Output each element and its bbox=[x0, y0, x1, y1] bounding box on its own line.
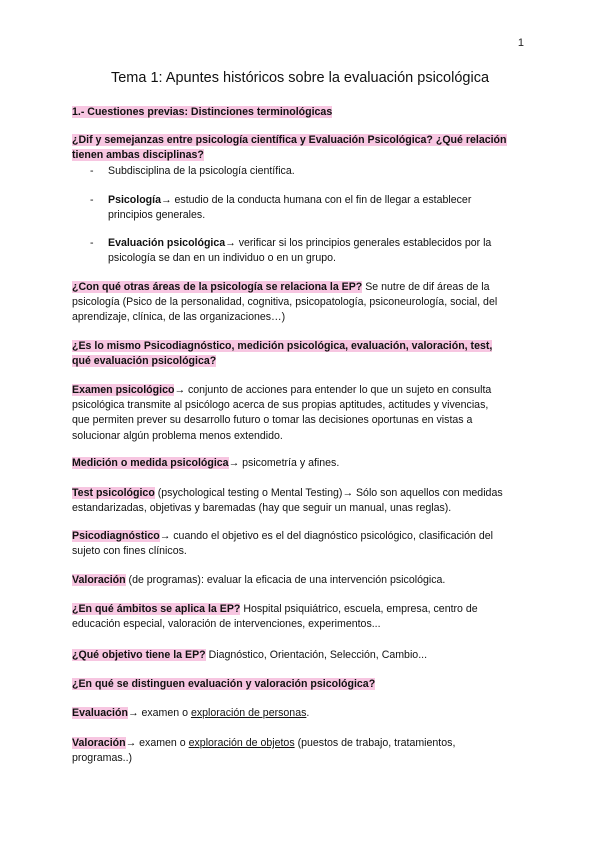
definition-medicion bbox=[72, 456, 532, 471]
def-test-l2: estandarizadas, objetivas y baremadas (hay que seguir un manual, unas reglas). bbox=[72, 502, 452, 515]
bullet-dash: - bbox=[90, 165, 94, 177]
section-heading-text: 1.- Cuestiones previas: Distinciones terminológicas bbox=[72, 106, 333, 118]
question-1 bbox=[72, 133, 532, 163]
question-3-line2: qué evaluación psicológica? bbox=[72, 355, 217, 368]
definition-evaluacion bbox=[72, 706, 532, 721]
def-examen-l3: que permiten prever su desarrollo futuro o tomar las decisiones oportunas en vistas a bbox=[72, 414, 473, 427]
bullet-def: → verificar si los principios generales establecidos por la bbox=[225, 237, 492, 249]
question-5 bbox=[72, 648, 532, 663]
answer-2-l3: aprendizaje, clínica, de las organizaciones…) bbox=[72, 311, 286, 324]
answer-2-l2: psicología (Psico de la personalidad, cognitiva, psicopatología, psiconeurología, social, del bbox=[72, 296, 498, 309]
bullet-def-cont: psicología se dan en un individuo o en un grupo. bbox=[108, 252, 336, 265]
question-6 bbox=[72, 677, 532, 692]
term-psicodiagnostico: Psicodiagnóstico bbox=[72, 530, 160, 542]
def-evaluacion-pre: → examen o bbox=[127, 707, 191, 719]
evaluacion-underlined: exploración de personas bbox=[190, 707, 307, 719]
def-examen-l1: → conjunto de acciones para entender lo que un sujeto en consulta bbox=[174, 384, 492, 396]
definition-examen bbox=[72, 383, 532, 444]
def-evaluacion-post: . bbox=[306, 707, 310, 719]
def-valoracion2-l2: programas..) bbox=[72, 752, 133, 765]
section-heading bbox=[72, 105, 532, 120]
question-4 bbox=[72, 602, 532, 632]
term-evaluacion: Evaluación bbox=[72, 707, 128, 719]
definition-valoracion-2 bbox=[72, 736, 532, 766]
def-psicodiag-l2: sujeto con fines clínicos. bbox=[72, 545, 187, 558]
question-3 bbox=[72, 339, 532, 369]
question-6-text: ¿En qué se distinguen evaluación y valoración psicológica? bbox=[72, 678, 376, 690]
def-examen-l4: solucionar algún problema menos extendido. bbox=[72, 429, 283, 442]
question-3-line1: ¿Es lo mismo Psicodiagnóstico, medición psicológica, evaluación, valoración, test, bbox=[72, 340, 493, 352]
question-2-text: ¿Con qué otras áreas de la psicología se relaciona la EP? bbox=[72, 281, 363, 293]
def-valoracion2-post: (puestos de trabajo, tratamientos, bbox=[294, 737, 456, 749]
page-number: 1 bbox=[517, 37, 524, 49]
def-valoracion2-pre: → examen o bbox=[125, 737, 189, 749]
question-5-text: ¿Qué objetivo tiene la EP? bbox=[72, 649, 206, 661]
bullet-dash: - bbox=[90, 194, 94, 206]
document-title: Tema 1: Apuntes históricos sobre la evaluación psicológica bbox=[110, 70, 490, 86]
bullet-term: Evaluación psicológica bbox=[108, 237, 226, 249]
definition-test bbox=[72, 486, 532, 516]
def-valoracion: (de programas): evaluar la eficacia de una intervención psicológica. bbox=[125, 574, 446, 586]
answer-4-l2: educación especial, valoración de intervenciones, experimentos... bbox=[72, 618, 381, 631]
term-examen: Examen psicológico bbox=[72, 384, 175, 396]
def-medicion: → psicometría y afines. bbox=[228, 457, 340, 469]
term-valoracion: Valoración bbox=[72, 574, 126, 586]
bullet-term: Psicología bbox=[108, 194, 161, 206]
definition-psicodiagnostico bbox=[72, 529, 532, 559]
question-2 bbox=[72, 280, 532, 326]
valoracion-underlined: exploración de objetos bbox=[188, 737, 295, 749]
definition-valoracion bbox=[72, 573, 532, 588]
question-1-line1: ¿Dif y semejanzas entre psicología científica y Evaluación Psicológica? ¿Qué relación bbox=[72, 134, 507, 146]
term-medicion: Medición o medida psicológica bbox=[72, 457, 229, 469]
bullet-dash: - bbox=[90, 237, 94, 249]
term-valoracion-2: Valoración bbox=[72, 737, 126, 749]
answer-2-l1: Se nutre de dif áreas de la bbox=[362, 281, 490, 293]
def-psicodiag-l1: → cuando el objetivo es el del diagnóstico psicológico, clasificación del bbox=[159, 530, 494, 542]
question-4-text: ¿En qué ámbitos se aplica la EP? bbox=[72, 603, 241, 615]
def-examen-l2: psicológica transmite al psicólogo acerca de sus propias aptitudes, actitudes y vivencias, bbox=[72, 399, 489, 412]
question-1-line2: tienen ambas disciplinas? bbox=[72, 149, 204, 162]
bullet-text bbox=[108, 193, 518, 223]
answer-4-l1: Hospital psiquiátrico, escuela, empresa, centro de bbox=[240, 603, 478, 615]
bullet-text bbox=[108, 236, 518, 266]
bullet-def: → estudio de la conducta humana con el fin de llegar a establecer bbox=[160, 194, 472, 206]
def-test-l1: (psychological testing o Mental Testing)→ Sólo son aquellos con medidas bbox=[154, 487, 503, 499]
answer-5: Diagnóstico, Orientación, Selección, Cambio... bbox=[205, 649, 428, 661]
term-test: Test psicológico bbox=[72, 487, 155, 499]
bullet-text: Subdisciplina de la psicología científica. bbox=[108, 165, 295, 177]
bullet-def-cont: principios generales. bbox=[108, 209, 206, 222]
